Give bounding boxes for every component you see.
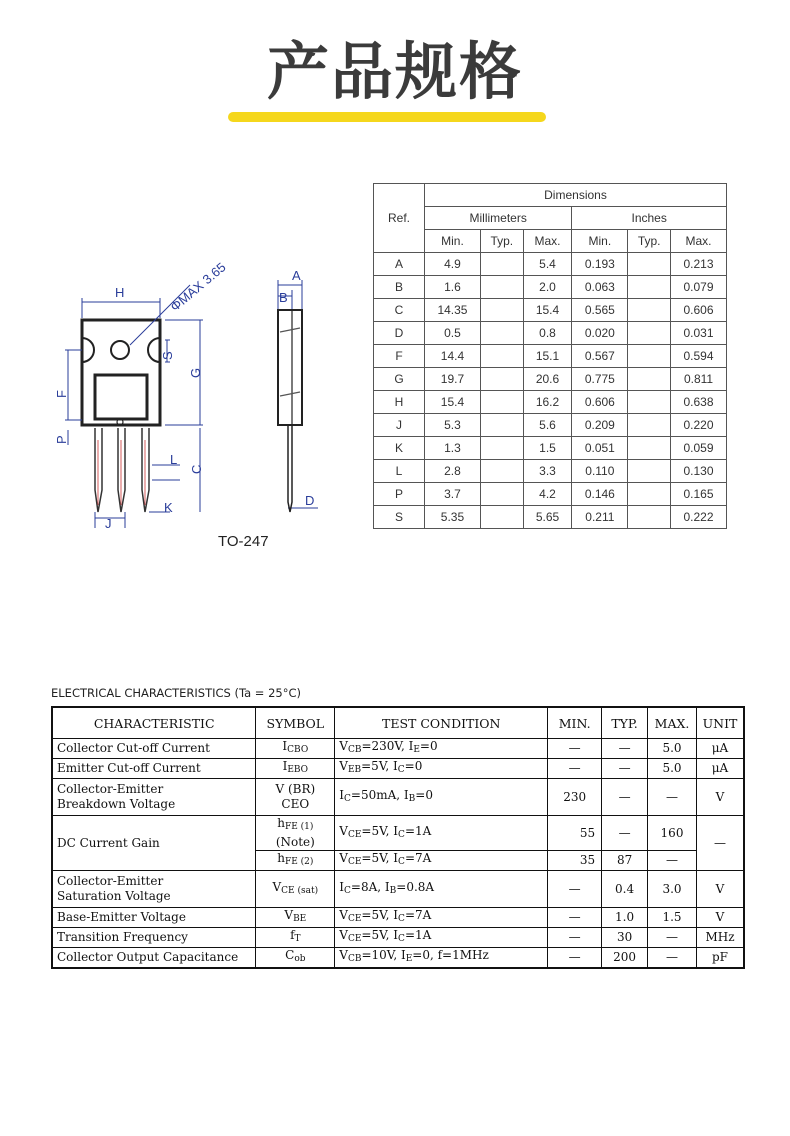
table-cell: 16.2 xyxy=(523,391,572,414)
max-value: 5.0 xyxy=(648,739,697,759)
characteristic: Collector Output Capacitance xyxy=(52,948,256,969)
subheader: Max. xyxy=(671,230,727,253)
characteristic: Collector-Emitter Breakdown Voltage xyxy=(52,779,256,816)
table-cell: 2.0 xyxy=(523,276,572,299)
max-value: 160 xyxy=(648,816,697,851)
table-cell: 0.031 xyxy=(671,322,727,345)
ref-cell: D xyxy=(374,322,425,345)
ec-header: SYMBOL xyxy=(256,707,335,739)
test-condition: $V_{CB}=230V$, $I_E=0$ xyxy=(335,739,548,759)
characteristic: Transition Frequency xyxy=(52,928,256,948)
table-cell: 14.35 xyxy=(425,299,481,322)
unit: V xyxy=(696,779,744,816)
table-cell: 0.211 xyxy=(572,506,628,529)
ref-cell: H xyxy=(374,391,425,414)
typ-value: — xyxy=(602,759,648,779)
table-cell: 0.165 xyxy=(671,483,727,506)
table-cell: 14.4 xyxy=(425,345,481,368)
table-cell: 0.020 xyxy=(572,322,628,345)
symbol: $I_{CBO}$ xyxy=(256,739,335,759)
table-cell xyxy=(480,437,523,460)
test-condition: $V_{EB}=5V$, $I_C=0$ xyxy=(335,759,548,779)
electrical-heading: ELECTRICAL CHARACTERISTICS (Ta = 25°C) xyxy=(51,686,301,700)
table-cell: 0.594 xyxy=(671,345,727,368)
table-cell: 0.606 xyxy=(572,391,628,414)
typ-value: 87 xyxy=(602,851,648,871)
table-cell: 0.222 xyxy=(671,506,727,529)
table-row xyxy=(374,414,727,437)
table-cell xyxy=(480,253,523,276)
table-cell: 2.8 xyxy=(425,460,481,483)
table-cell: 1.5 xyxy=(523,437,572,460)
table-row xyxy=(52,739,744,759)
table-cell xyxy=(628,276,671,299)
ref-cell: J xyxy=(374,414,425,437)
table-cell: 0.146 xyxy=(572,483,628,506)
table-cell: 3.3 xyxy=(523,460,572,483)
symbol: $h_{FE (2)}$ xyxy=(256,851,335,871)
dimensions-table-body xyxy=(374,253,727,529)
table-cell xyxy=(480,483,523,506)
unit: pF xyxy=(696,948,744,969)
table-cell: 0.565 xyxy=(572,299,628,322)
typ-value: 0.4 xyxy=(602,871,648,908)
dim-label-j: J xyxy=(105,516,112,530)
table-cell xyxy=(628,253,671,276)
min-value: — xyxy=(548,739,602,759)
max-value: — xyxy=(648,928,697,948)
table-cell: 0.079 xyxy=(671,276,727,299)
table-cell: 0.209 xyxy=(572,414,628,437)
characteristic: DC Current Gain xyxy=(52,816,256,871)
to247-package-drawing xyxy=(40,250,340,530)
table-cell xyxy=(480,368,523,391)
table-cell: 0.213 xyxy=(671,253,727,276)
subheader: Typ. xyxy=(628,230,671,253)
min-value: — xyxy=(548,948,602,969)
table-cell xyxy=(480,460,523,483)
unit: V xyxy=(696,871,744,908)
title-underline xyxy=(228,112,546,122)
dim-label-c: C xyxy=(189,464,204,474)
table-cell: 0.063 xyxy=(572,276,628,299)
table-cell: 0.775 xyxy=(572,368,628,391)
header-inches: Inches xyxy=(572,207,727,230)
characteristic: Base-Emitter Voltage xyxy=(52,908,256,928)
min-value: — xyxy=(548,928,602,948)
table-cell xyxy=(628,368,671,391)
table-cell xyxy=(628,437,671,460)
typ-value: 30 xyxy=(602,928,648,948)
max-value: 3.0 xyxy=(648,871,697,908)
ref-cell: S xyxy=(374,506,425,529)
table-cell xyxy=(480,345,523,368)
ref-cell: C xyxy=(374,299,425,322)
min-value: 230 xyxy=(548,779,602,816)
table-row xyxy=(374,276,727,299)
test-condition: $V_{CB}=10V$, $I_E=0$, f=1MHz xyxy=(335,948,548,969)
dimensions-table xyxy=(373,183,727,529)
characteristic: Collector Cut-off Current xyxy=(52,739,256,759)
table-row xyxy=(374,322,727,345)
electrical-table xyxy=(51,706,745,969)
characteristic: Collector-Emitter Saturation Voltage xyxy=(52,871,256,908)
table-row xyxy=(374,345,727,368)
table-cell: 15.4 xyxy=(523,299,572,322)
max-value: 5.0 xyxy=(648,759,697,779)
symbol: $V_{CE (sat)}$ xyxy=(256,871,335,908)
table-cell: 15.1 xyxy=(523,345,572,368)
ref-cell: F xyxy=(374,345,425,368)
table-cell xyxy=(628,483,671,506)
test-condition: $V_{CE}=5V$, $I_C=7A$ xyxy=(335,908,548,928)
symbol: V (BR) CEO xyxy=(256,779,335,816)
table-cell: 0.193 xyxy=(572,253,628,276)
unit: MHz xyxy=(696,928,744,948)
table-cell: 0.220 xyxy=(671,414,727,437)
test-condition: $V_{CE}=5V$, $I_C=1A$ xyxy=(335,816,548,851)
table-cell: 19.7 xyxy=(425,368,481,391)
dim-label-g: G xyxy=(188,367,203,378)
dim-label-d: D xyxy=(305,493,315,508)
table-cell xyxy=(628,506,671,529)
ec-header: UNIT xyxy=(696,707,744,739)
subheader: Min. xyxy=(425,230,481,253)
ec-header: MAX. xyxy=(648,707,697,739)
symbol: $f_T$ xyxy=(256,928,335,948)
table-cell: 0.130 xyxy=(671,460,727,483)
table-row xyxy=(52,908,744,928)
table-cell: 5.3 xyxy=(425,414,481,437)
table-cell: 0.606 xyxy=(671,299,727,322)
typ-value: — xyxy=(602,739,648,759)
table-cell: 5.6 xyxy=(523,414,572,437)
page-title: 产品规格 xyxy=(266,35,523,108)
table-cell: 5.65 xyxy=(523,506,572,529)
test-condition: $V_{CE}=5V$, $I_C=7A$ xyxy=(335,851,548,871)
min-value: 35 xyxy=(548,851,602,871)
ec-header: CHARACTERISTIC xyxy=(52,707,256,739)
table-row xyxy=(52,816,744,851)
unit: — xyxy=(696,816,744,871)
table-row xyxy=(52,759,744,779)
table-row xyxy=(52,779,744,816)
dim-label-s: S xyxy=(160,351,175,360)
table-cell: 0.059 xyxy=(671,437,727,460)
table-row xyxy=(374,253,727,276)
table-cell xyxy=(480,322,523,345)
ref-cell: A xyxy=(374,253,425,276)
dim-label-l: L xyxy=(170,452,178,467)
symbol: $C_{ob}$ xyxy=(256,948,335,969)
table-cell xyxy=(628,299,671,322)
table-cell: 4.9 xyxy=(425,253,481,276)
ref-cell: K xyxy=(374,437,425,460)
unit: μA xyxy=(696,739,744,759)
typ-value: 200 xyxy=(602,948,648,969)
test-condition: $V_{CE}=5V$, $I_C=1A$ xyxy=(335,928,548,948)
subheader: Min. xyxy=(572,230,628,253)
table-cell xyxy=(480,391,523,414)
min-value: — xyxy=(548,871,602,908)
max-value: — xyxy=(648,851,697,871)
header-dimensions: Dimensions xyxy=(425,184,727,207)
dim-label-k: K xyxy=(164,500,173,515)
table-row xyxy=(374,368,727,391)
characteristic: Emitter Cut-off Current xyxy=(52,759,256,779)
table-cell: 0.567 xyxy=(572,345,628,368)
table-cell: 0.811 xyxy=(671,368,727,391)
dim-label-h: H xyxy=(115,285,125,300)
table-cell: 1.6 xyxy=(425,276,481,299)
table-cell xyxy=(628,345,671,368)
table-row xyxy=(52,928,744,948)
table-cell: 0.051 xyxy=(572,437,628,460)
table-cell xyxy=(628,414,671,437)
table-cell: 0.5 xyxy=(425,322,481,345)
max-value: 1.5 xyxy=(648,908,697,928)
dim-label-p: P xyxy=(54,435,69,444)
header-ref: Ref. xyxy=(374,184,425,253)
symbol: $I_{EBO}$ xyxy=(256,759,335,779)
test-condition: $I_C=8A$, $I_B=0.8A$ xyxy=(335,871,548,908)
table-row xyxy=(374,483,727,506)
dim-label-a: A xyxy=(292,268,301,283)
table-cell xyxy=(628,322,671,345)
ec-header: TEST CONDITION xyxy=(335,707,548,739)
table-cell xyxy=(480,414,523,437)
ref-cell: L xyxy=(374,460,425,483)
table-cell: 3.7 xyxy=(425,483,481,506)
table-cell xyxy=(480,506,523,529)
test-condition: $I_C=50mA$, $I_B=0$ xyxy=(335,779,548,816)
unit: V xyxy=(696,908,744,928)
table-row xyxy=(374,460,727,483)
subheader: Max. xyxy=(523,230,572,253)
ec-header: MIN. xyxy=(548,707,602,739)
dim-label-f: F xyxy=(54,390,69,398)
table-row xyxy=(374,299,727,322)
table-row xyxy=(374,437,727,460)
symbol: $V_{BE}$ xyxy=(256,908,335,928)
dim-label-b: B xyxy=(279,290,288,305)
table-cell xyxy=(628,391,671,414)
package-name: TO-247 xyxy=(218,533,269,550)
table-cell xyxy=(480,299,523,322)
header-millimeters: Millimeters xyxy=(425,207,572,230)
table-cell: 0.8 xyxy=(523,322,572,345)
min-value: 55 xyxy=(548,816,602,851)
typ-value: 1.0 xyxy=(602,908,648,928)
typ-value: — xyxy=(602,816,648,851)
typ-value: — xyxy=(602,779,648,816)
table-cell: 5.35 xyxy=(425,506,481,529)
table-cell: 4.2 xyxy=(523,483,572,506)
table-row xyxy=(52,871,744,908)
max-value: — xyxy=(648,948,697,969)
subheader: Typ. xyxy=(480,230,523,253)
ref-cell: P xyxy=(374,483,425,506)
ref-cell: G xyxy=(374,368,425,391)
ec-header: TYP. xyxy=(602,707,648,739)
table-cell xyxy=(480,276,523,299)
max-value: — xyxy=(648,779,697,816)
table-row xyxy=(52,948,744,969)
table-cell: 0.638 xyxy=(671,391,727,414)
table-row xyxy=(374,506,727,529)
table-cell: 15.4 xyxy=(425,391,481,414)
table-cell: 1.3 xyxy=(425,437,481,460)
symbol: $h_{FE (1)}$ (Note) xyxy=(256,816,335,851)
dim-label-phi: ΦMAX 3.65 xyxy=(167,259,229,315)
table-cell xyxy=(628,460,671,483)
ref-cell: B xyxy=(374,276,425,299)
table-row xyxy=(374,391,727,414)
min-value: — xyxy=(548,759,602,779)
min-value: — xyxy=(548,908,602,928)
table-cell: 0.110 xyxy=(572,460,628,483)
unit: μA xyxy=(696,759,744,779)
table-cell: 5.4 xyxy=(523,253,572,276)
table-cell: 20.6 xyxy=(523,368,572,391)
